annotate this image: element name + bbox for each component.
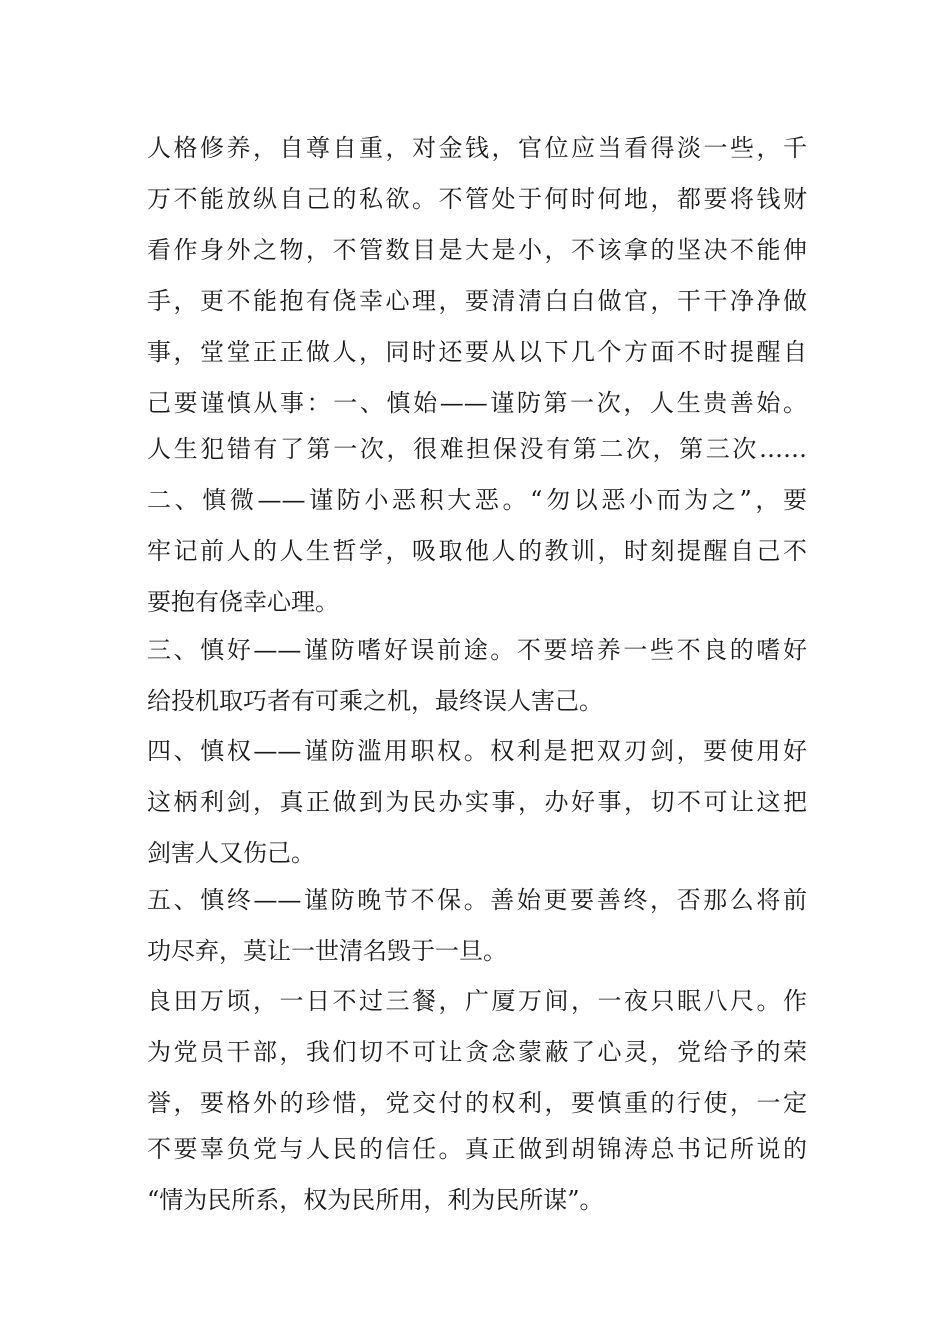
text-line: 剑害人又伤己。 [147,839,315,867]
text-line: 人格修养，自尊自重，对金钱，官位应当看得淡一些，千 [147,134,807,162]
text-line: 要抱有侥幸心理。 [147,588,339,616]
text-line: 五、慎终——谨防晚节不保。善始更要善终，否那么将前 [147,886,807,914]
text-line: 事，堂堂正正做人，同时还要从以下几个方面不时提醒自 [147,338,807,366]
text-line: 二、慎微——谨防小恶积大恶。“勿以恶小而为之”，要 [147,486,807,514]
text-line: 看作身外之物，不管数目是大是小，不该拿的坚决不能伸 [147,236,807,264]
text-line: 这柄利剑，真正做到为民办实事，办好事，切不可让这把 [147,788,807,816]
text-line: 为党员干部，我们切不可让贪念蒙蔽了心灵，党给予的荣 [147,1038,807,1066]
text-line: 万不能放纵自己的私欲。不管处于何时何地，都要将钱财 [147,185,807,213]
text-line: 功尽弃，莫让一世清名毁于一旦。 [147,937,507,965]
text-line: 给投机取巧者有可乘之机，最终误人害己。 [147,687,603,715]
text-line: 牢记前人的人生哲学，吸取他人的教训，时刻提醒自己不 [147,537,807,565]
text-line: 三、慎好——谨防嗜好误前途。不要培养一些不良的嗜好 [147,636,807,664]
text-line: 己要谨慎从事：一、慎始——谨防第一次，人生贵善始。 [147,389,807,417]
text-line: 誉，要格外的珍惜，党交付的权利，要慎重的行使，一定 [147,1089,807,1117]
text-line: 不要辜负党与人民的信任。真正做到胡锦涛总书记所说的 [147,1135,807,1163]
text-line: 四、慎权——谨防滥用职权。权利是把双刃剑，要使用好 [147,737,807,765]
text-line: “情为民所系，权为民所用，利为民所谋”。 [147,1186,604,1214]
text-line: 手，更不能抱有侥幸心理，要清清白白做官，干干净净做 [147,287,807,315]
text-line: 良田万顷，一日不过三餐，广厦万间，一夜只眠八尺。作 [147,987,807,1015]
text-line: 人生犯错有了第一次，很难担保没有第二次，第三次…… [147,435,807,463]
